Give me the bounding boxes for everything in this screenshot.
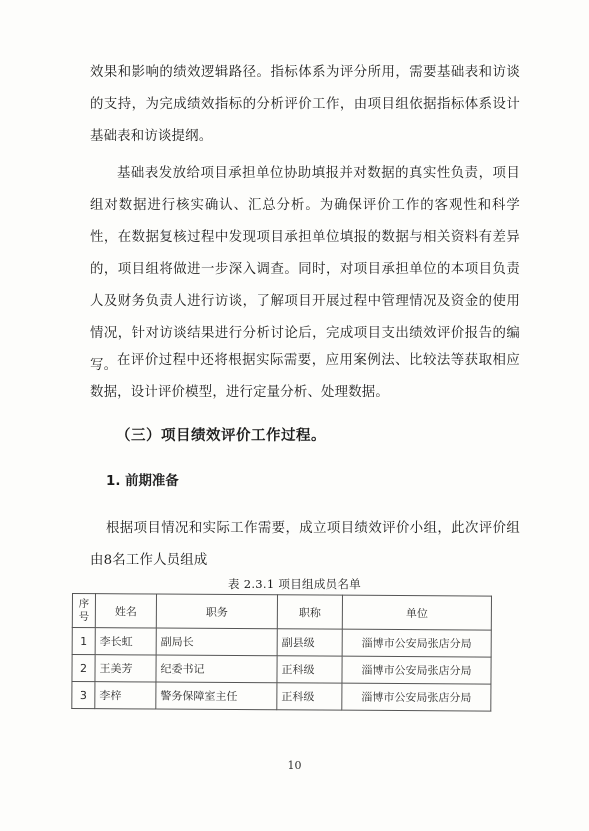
cell-unit: 淄博市公安局张店分局 — [342, 683, 491, 711]
paragraph-basic-table: 基础表发放给项目承担单位协助填报并对数据的真实性负责，项目组对数据进行核实确认、汇总分析。为确保评价工作的客观性和科学性，在数据复核过程中发现项目承担单位填报的数据与相关资料有差异的，项目组将做进一步深入调查。同时，对项目承担单位的本项目负责人及财务负责人进行访谈，了解项目开展过程中管理情况及资金的使用情况，针对访谈结果进行分析讨论后，完成项目支出绩效评价报告的编写。 — [90, 166, 520, 373]
cell-name: 李长虹 — [95, 628, 156, 655]
cell-rank: 正科级 — [277, 656, 342, 683]
page-number: 10 — [287, 759, 302, 772]
header-position: 职务 — [156, 594, 277, 629]
paragraph-evaluation-methods: 在评价过程中还将根据实际需要，应用案例法、比较法等获取相应数据，设计评价模型，进行定量分析、处理数据。 — [90, 353, 520, 400]
header-name: 姓名 — [95, 594, 156, 628]
paragraph-logic-path: 效果和影响的绩效逻辑路径。指标体系为评分所用，需要基础表和访谈的支持，为完成绩效指标的分析评价工作，由项目组依据指标体系设计基础表和访谈提纲。 — [90, 65, 520, 144]
header-unit: 单位 — [342, 595, 491, 630]
table-row — [72, 628, 491, 658]
cell-name: 王美芳 — [95, 655, 156, 682]
paragraph-team-intro: 根据项目情况和实际工作需要，成立项目绩效评价小组，此次评价组由8名工作人员组成 — [90, 521, 520, 568]
section-heading: （三）项目绩效评价工作过程。 — [116, 427, 326, 444]
table-row — [72, 682, 491, 712]
table-row — [72, 655, 491, 685]
cell-name: 李梓 — [95, 682, 156, 709]
header-rank: 职称 — [277, 595, 342, 629]
cell-position: 副局长 — [156, 628, 277, 656]
table-header-row — [72, 594, 491, 631]
team-members-table — [71, 593, 492, 712]
subsection-heading: 1. 前期准备 — [106, 474, 179, 489]
cell-rank: 副县级 — [277, 629, 342, 656]
cell-no: 2 — [72, 655, 95, 682]
cell-rank: 正科级 — [277, 683, 342, 710]
cell-no: 3 — [72, 682, 95, 709]
cell-position: 纪委书记 — [156, 655, 277, 683]
cell-unit: 淄博市公安局张店分局 — [342, 629, 491, 657]
cell-unit: 淄博市公安局张店分局 — [342, 656, 491, 684]
table-caption: 表 2.3.1 项目组成员名单 — [227, 577, 362, 591]
cell-position: 警务保障室主任 — [156, 682, 277, 710]
header-no: 序号 — [72, 594, 95, 628]
cell-no: 1 — [72, 628, 95, 655]
